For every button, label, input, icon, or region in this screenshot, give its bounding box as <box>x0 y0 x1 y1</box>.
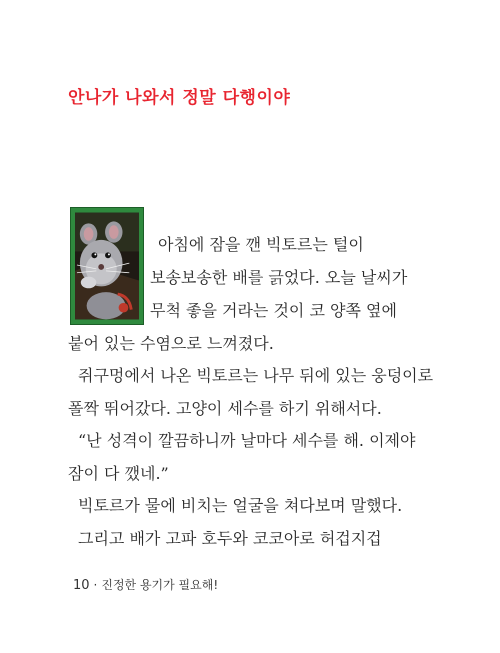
text-line: 무척 좋을 거라는 것이 코 양쪽 옆에 <box>150 301 397 320</box>
footer-separator: · <box>93 578 98 592</box>
text-line: 잠이 다 깼네.” <box>68 464 169 483</box>
text-line: 그리고 배가 고파 호두와 코코아로 허겁지겁 <box>78 529 382 548</box>
page-footer <box>73 576 218 593</box>
text-line: 아침에 잠을 깬 빅토르는 털이 <box>158 235 364 254</box>
mouse-illustration <box>70 207 144 325</box>
book-title: 진정한 용기가 필요해! <box>101 578 219 592</box>
text-line: 폴짝 뛰어갔다. 고양이 세수를 하기 위해서다. <box>68 399 382 418</box>
text-line: 붙어 있는 수염으로 느껴졌다. <box>68 334 274 353</box>
text-line: 보송보송한 배를 긁었다. 오늘 날씨가 <box>150 268 408 287</box>
chapter-title: 안나가 나와서 정말 다행이야 <box>68 88 291 108</box>
mouse-character-image <box>75 212 139 320</box>
text-line: 빅토르가 물에 비치는 얼굴을 쳐다보며 말했다. <box>78 496 403 515</box>
text-line: 쥐구멍에서 나온 빅토르는 나무 뒤에 있는 웅덩이로 <box>78 366 434 385</box>
text-line: “난 성격이 깔끔하니까 날마다 세수를 해. 이제야 <box>78 431 416 450</box>
page-number: 10 <box>73 578 90 593</box>
